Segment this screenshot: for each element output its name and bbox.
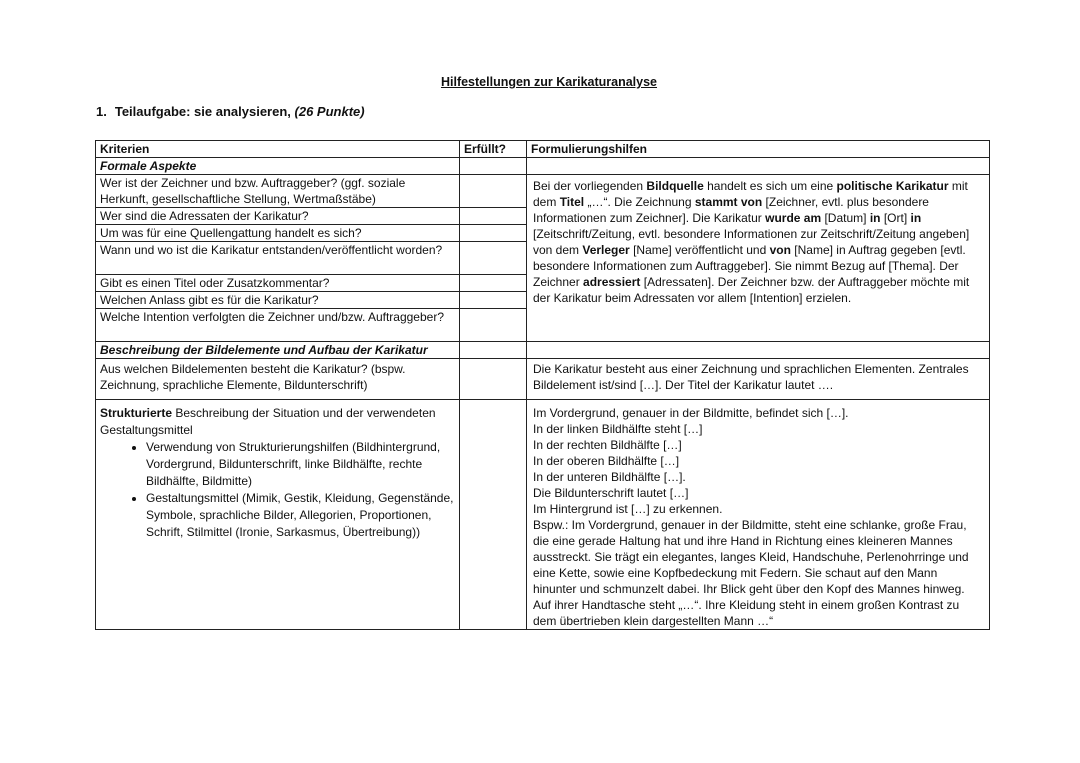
phrase-text: [Datum]	[821, 211, 870, 225]
criterion-intention: Welche Intention verfolgten die Zeichner und/bzw. Auftraggeber?	[96, 309, 460, 342]
fulfilled-cell	[460, 400, 527, 630]
phrase-bold: in	[910, 211, 922, 225]
fulfilled-cell	[460, 309, 527, 342]
phrase-line: Im Hintergrund ist […] zu erkennen.	[533, 502, 723, 516]
section-description: Beschreibung der Bildelemente und Aufbau der Karikatur	[96, 342, 460, 359]
section-row-formal	[96, 158, 990, 175]
table-header-row	[96, 141, 990, 158]
analysis-table	[95, 140, 990, 630]
fulfilled-cell	[460, 158, 527, 175]
criterion-source-type: Um was für eine Quellengattung handelt es sich?	[96, 225, 460, 242]
table-row	[96, 400, 990, 630]
criterion-title: Gibt es einen Titel oder Zusatzkommentar?	[96, 275, 460, 292]
phrases-cell-empty	[527, 158, 990, 175]
phrase-bold: in	[869, 211, 881, 225]
section-row-description	[96, 342, 990, 359]
phrase-text: [Adressaten]. Der Zeichner bzw. der Auftraggeber möchte mit der Karikatur beim Adressaten vor allem [Intention] erzielen.	[533, 275, 970, 305]
phrase-line: In der oberen Bildhälfte […]	[533, 454, 680, 468]
list-item: • Verwendung von Strukturierungshilfen (Bildhintergrund, Vordergrund, Bildunterschrift, linke Bildhälfte, rechte Bildhälfte, Bildmitte)	[146, 439, 455, 490]
header-fulfilled: Erfüllt?	[460, 141, 527, 158]
task-number: 1.	[96, 104, 107, 119]
fulfilled-cell	[460, 175, 527, 208]
phrase-line: Im Vordergrund, genauer in der Bildmitte, befindet sich […].	[533, 406, 849, 420]
phrase-bold: politische Karikatur	[836, 179, 949, 193]
header-criteria: Kriterien	[96, 141, 460, 158]
fulfilled-cell	[460, 359, 527, 400]
criterion-elements: Aus welchen Bildelementen besteht die Karikatur? (bspw. Zeichnung, sprachliche Elemente, Bildunterschrift)	[96, 359, 460, 400]
phrase-bold: Verleger	[582, 243, 630, 257]
fulfilled-cell	[460, 275, 527, 292]
fulfilled-cell	[460, 225, 527, 242]
phrase-line: In der linken Bildhälfte steht […]	[533, 422, 703, 436]
task-label: Teilaufgabe: sie analysieren,	[114, 104, 295, 119]
criterion-bold-word: Strukturierte	[100, 406, 173, 420]
phrase-line: In der unteren Bildhälfte […].	[533, 470, 686, 484]
criterion-addressees: Wer sind die Adressaten der Karikatur?	[96, 208, 460, 225]
phrase-text: „…“. Die Zeichnung	[584, 195, 695, 209]
fulfilled-cell	[460, 242, 527, 275]
criterion-author: Wer ist der Zeichner und bzw. Auftraggeber? (ggf. soziale Herkunft, gesellschaftliche Stellung, Wertmaßstäbe)	[96, 175, 460, 208]
table-row	[96, 175, 990, 208]
phrase-text: Bei der vorliegenden	[533, 179, 647, 193]
fulfilled-cell	[460, 292, 527, 309]
phrases-structured	[527, 400, 990, 630]
table-row	[96, 359, 990, 400]
fulfilled-cell	[460, 208, 527, 225]
phrases-cell-empty	[527, 342, 990, 359]
phrases-elements: Die Karikatur besteht aus einer Zeichnung und sprachlichen Elementen. Zentrales Bildelement ist/sind […]. Der Titel der Karikatur lautet ….	[527, 359, 990, 400]
phrase-text: handelt es sich um eine	[703, 179, 837, 193]
phrase-line: Die Bildunterschrift lautet […]	[533, 486, 689, 500]
criterion-origin: Wann und wo ist die Karikatur entstanden/veröffentlicht worden?	[96, 242, 460, 275]
criterion-structured-description	[96, 400, 460, 630]
phrase-text: [Name] in Auftrag gegeben [evtl. besondere Informationen zum Auftraggeber]. Sie nimmt Bezug auf [Thema]. Der Zeichner	[533, 243, 966, 289]
criterion-occasion: Welchen Anlass gibt es für die Karikatur?	[96, 292, 460, 309]
phrase-text: [Ort]	[880, 211, 911, 225]
list-item: • Gestaltungsmittel (Mimik, Gestik, Kleidung, Gegenstände, Symbole, sprachliche Bilder, Allegorien, Proportionen, Schrift, Stilmittel (Ironie, Sarkasmus, Übertreibung))	[146, 490, 455, 541]
phrase-bold: stammt von	[694, 195, 763, 209]
phrase-bold: wurde am	[765, 211, 822, 225]
criterion-bullet-list	[100, 439, 455, 541]
section-formal-aspects: Formale Aspekte	[96, 158, 460, 175]
phrase-bold: von	[769, 243, 791, 257]
document-title: Hilfestellungen zur Karikaturanalyse	[440, 75, 658, 89]
phrase-text: [Name] veröffentlicht und	[629, 243, 770, 257]
phrase-text: [Zeitschrift/Zeitung, evtl. besondere Informationen zur Zeitschrift/Zeitung angeben] von dem	[533, 227, 970, 257]
phrase-line: In der rechten Bildhälfte […]	[533, 438, 682, 452]
task-heading	[96, 104, 365, 119]
phrase-text: mit dem	[533, 179, 968, 209]
phrase-bold: Titel	[559, 195, 585, 209]
criterion-text: Beschreibung der Situation und der verwendeten Gestaltungsmittel	[100, 406, 436, 437]
phrase-bold: adressiert	[583, 275, 641, 289]
phrase-bold: Bildquelle	[646, 179, 704, 193]
fulfilled-cell	[460, 342, 527, 359]
phrases-formal	[527, 175, 990, 342]
header-phrases: Formulierungshilfen	[527, 141, 990, 158]
phrase-example: Bspw.: Im Vordergrund, genauer in der Bildmitte, steht eine schlanke, große Frau, die eine gerade Haltung hat und ihre Hand in Richtung eines kleineren Mannes ausstreckt. Sie trägt ein elegantes, langes Kleid, Handschuhe, Perlenohrringe und eine Kette, sowie eine Kopfbedeckung mit Federn. Sie schaut auf den Mann hinunter und schmunzelt dabei. Ihr Blick geht über den Kopf des Mannes hinweg. Auf ihrer Handtasche steht „…“. Ihre Kleidung steht in einem großen Kontrast zu dem übertrieben klein dargestellten Mann …“	[533, 518, 969, 628]
phrase-text: [Zeichner, evtl. plus besondere Informationen zum Zeichner]. Die Karikatur	[533, 195, 929, 225]
task-points: (26 Punkte)	[294, 104, 365, 119]
